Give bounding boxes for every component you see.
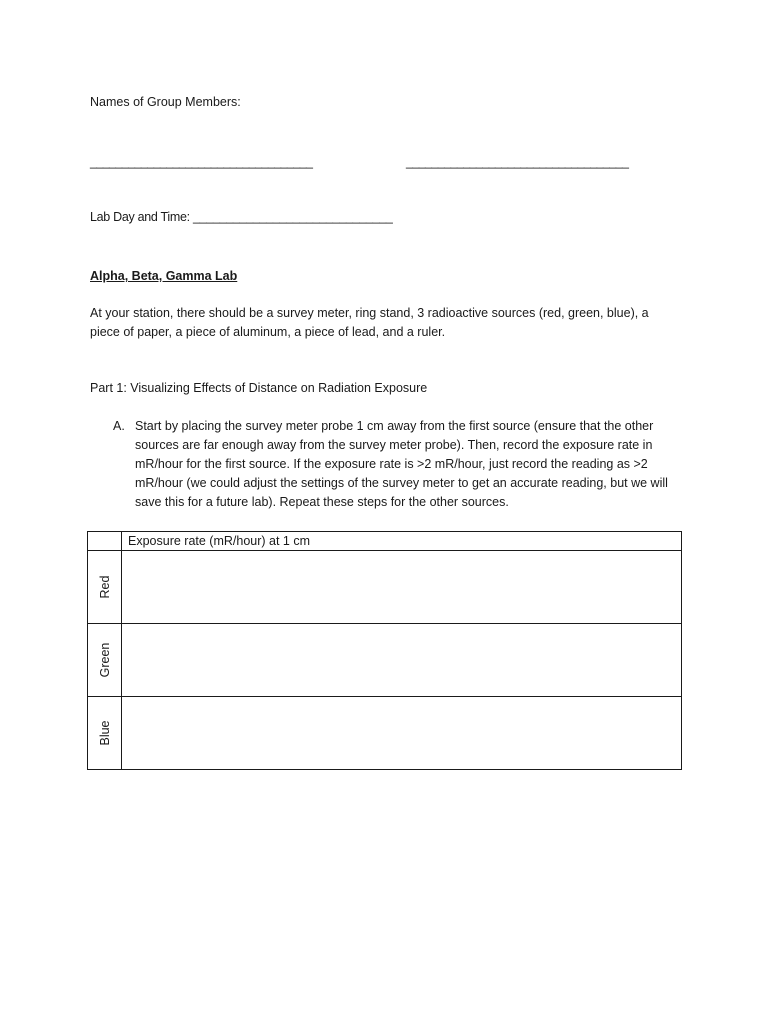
list-item-text: Start by placing the survey meter probe 1 cm away from the first source (ensure that the other sources are far enough away from the survey meter probe). Then, record the exposure rate in mR/hour for the first source. If the exposure rate is >2 mR/hour, just record the reading as >2 mR/hour (we could adjust the settings of the survey meter to get an accurate reading, but we will save this for a future lab). Repeat these steps for the other sources. bbox=[135, 419, 668, 509]
table-row bbox=[88, 551, 682, 624]
table-row bbox=[88, 697, 682, 770]
table-row bbox=[88, 624, 682, 697]
exposure-rate-column-header: Exposure rate (mR/hour) at 1 cm bbox=[122, 532, 682, 551]
row-label-cell bbox=[88, 697, 122, 770]
row-label-cell bbox=[88, 624, 122, 697]
green-exposure-input-cell[interactable] bbox=[122, 624, 682, 697]
row-label-red: Red bbox=[97, 575, 112, 599]
row-label-green: Green bbox=[97, 642, 112, 678]
name-blank-line-2[interactable]: ___________________________________ bbox=[406, 155, 629, 169]
blue-exposure-input-cell[interactable] bbox=[122, 697, 682, 770]
red-exposure-input-cell[interactable] bbox=[122, 551, 682, 624]
lab-title: Alpha, Beta, Gamma Lab bbox=[90, 269, 238, 283]
row-label-blue: Blue bbox=[97, 720, 112, 746]
lab-day-time-field[interactable]: Lab Day and Time: ______________________________ bbox=[90, 210, 393, 224]
list-item-marker: A. bbox=[113, 419, 125, 433]
names-of-group-members-label: Names of Group Members: bbox=[90, 95, 241, 109]
exposure-rate-table bbox=[87, 531, 682, 770]
table-corner-cell bbox=[88, 532, 122, 551]
part1-heading: Part 1: Visualizing Effects of Distance on Radiation Exposure bbox=[90, 381, 428, 395]
row-label-cell bbox=[88, 551, 122, 624]
name-blank-line-1[interactable]: ___________________________________ bbox=[90, 155, 313, 169]
table-header-row bbox=[88, 532, 682, 551]
intro-paragraph: At your station, there should be a survey meter, ring stand, 3 radioactive sources (red, green, blue), a piece of paper, a piece of aluminum, a piece of lead, and a ruler. bbox=[90, 306, 649, 339]
